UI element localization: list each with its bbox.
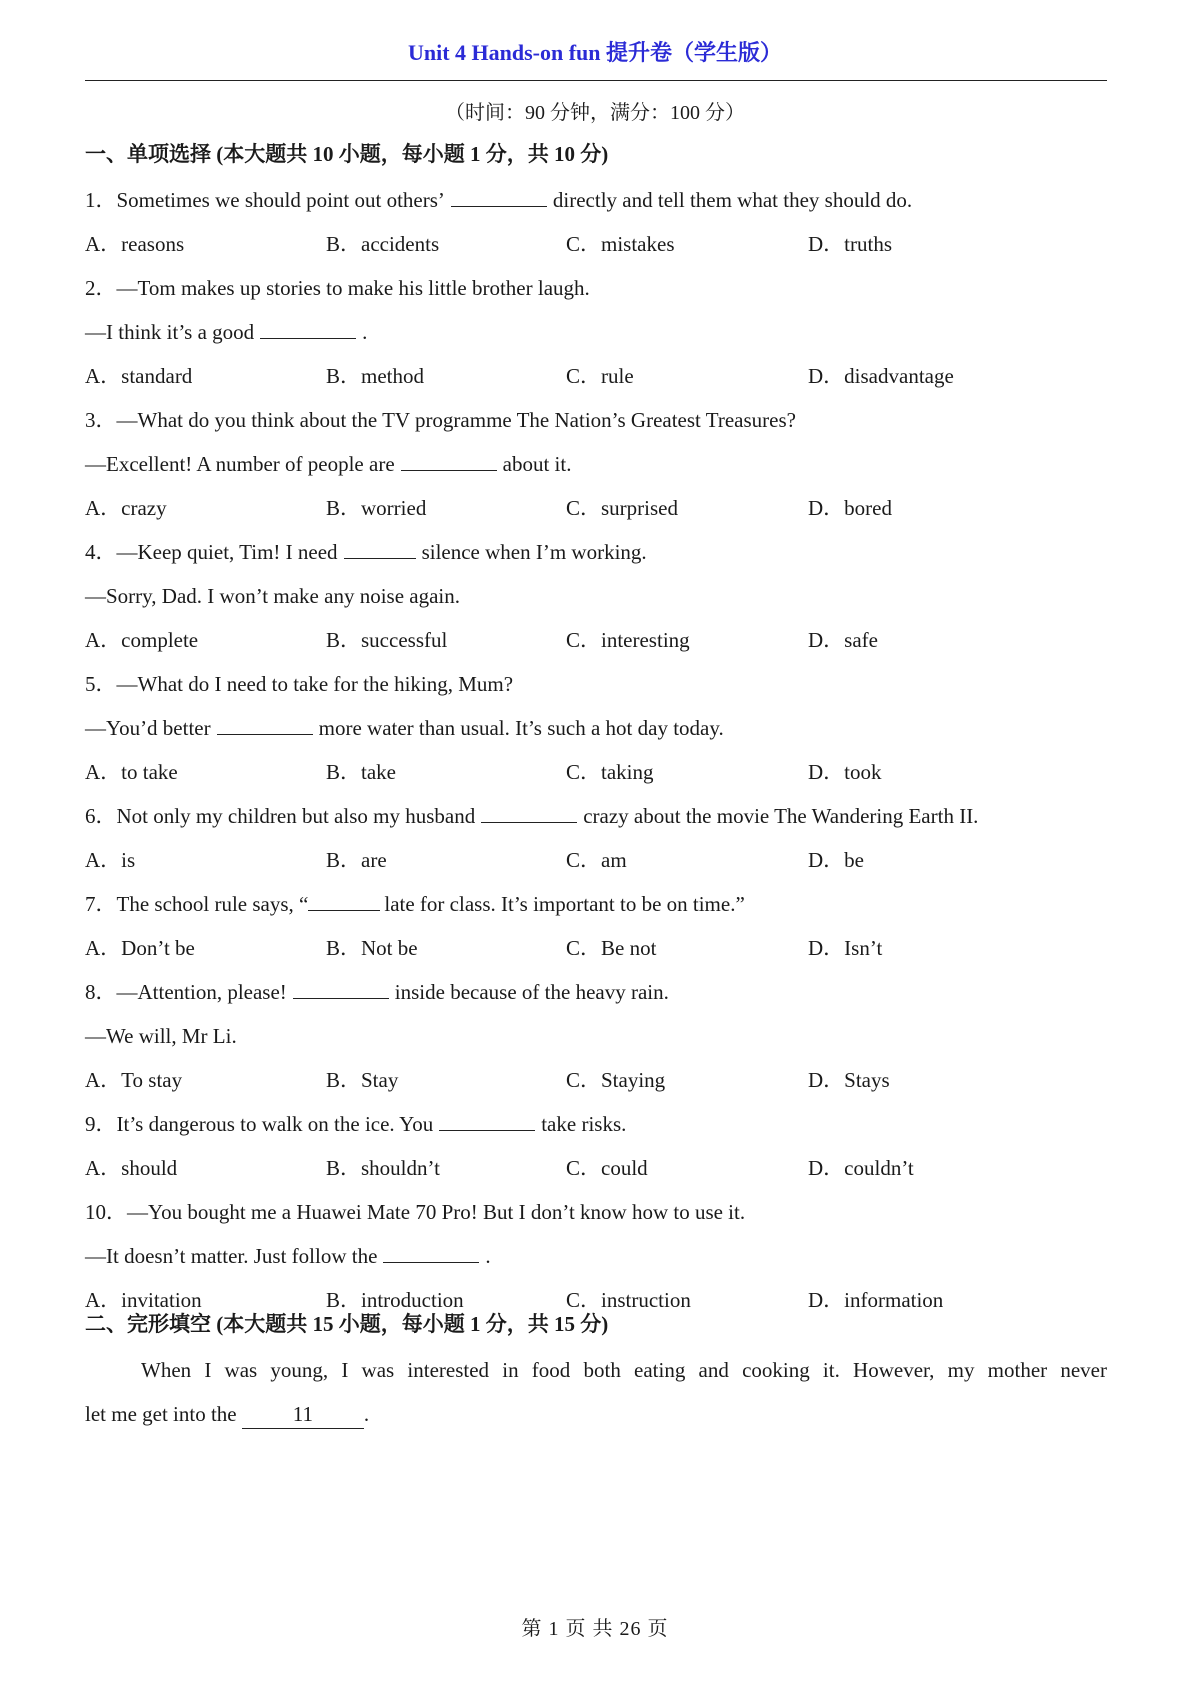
question-1-option-c: C．mistakes — [566, 232, 675, 256]
question-6-option-c: C．am — [566, 848, 627, 872]
question-text: —You’d better — [85, 716, 211, 740]
question-10-option-b: B．introduction — [326, 1288, 464, 1312]
question-2-stem-line — [85, 318, 367, 346]
cloze-paragraph-line2 — [85, 1400, 1107, 1429]
question-9-stem-line — [85, 1110, 626, 1138]
question-9-option-c: C．could — [566, 1156, 648, 1180]
question-7-stem-line — [85, 890, 745, 918]
answer-blank — [401, 452, 497, 471]
question-6-option-a: A．is — [85, 848, 136, 872]
question-text: crazy about the movie The Wandering Earth II. — [583, 804, 979, 828]
question-9-option-a: A．should — [85, 1156, 178, 1180]
section2-heading: 二、完形填空 (本大题共 15 小题，每小题 1 分，共 15 分) — [85, 1312, 609, 1336]
question-2-stem-line — [85, 274, 590, 302]
answer-blank — [383, 1244, 479, 1263]
question-2-option-c: C．rule — [566, 364, 634, 388]
question-4-stem-line — [85, 538, 647, 566]
question-10-stem-line — [85, 1242, 491, 1270]
question-text: 8．—Attention, please! — [85, 980, 287, 1004]
question-10-option-d: D．information — [808, 1288, 944, 1312]
question-10-option-a: A．invitation — [85, 1288, 202, 1312]
question-text: 3．—What do you think about the TV programme The Nation’s Greatest Treasures? — [85, 408, 796, 432]
question-text: inside because of the heavy rain. — [394, 980, 669, 1004]
question-text: —Excellent! A number of people are — [85, 452, 395, 476]
question-1-option-d: D．truths — [808, 232, 892, 256]
question-2-option-d: D．disadvantage — [808, 364, 954, 388]
answer-blank — [344, 540, 416, 559]
question-8-option-b: B．Stay — [326, 1068, 399, 1092]
question-8-option-a: A．To stay — [85, 1068, 183, 1092]
question-9-option-d: D．couldn’t — [808, 1156, 914, 1180]
question-text: directly and tell them what they should do. — [552, 188, 913, 212]
section1-heading: 一、单项选择 (本大题共 10 小题，每小题 1 分，共 10 分) — [85, 142, 609, 166]
question-5-stem-line — [85, 670, 513, 698]
page-footer: 第 1 页 共 26 页 — [521, 1618, 669, 1640]
answer-blank — [308, 892, 380, 911]
header-divider — [85, 80, 1107, 81]
question-text: —I think it’s a good — [85, 320, 255, 344]
question-6-option-b: B．are — [326, 848, 387, 872]
question-2-option-a: A．standard — [85, 364, 193, 388]
question-3-option-c: C．surprised — [566, 496, 678, 520]
question-text: —Sorry, Dad. I won’t make any noise again. — [85, 584, 460, 608]
question-3-option-b: B．worried — [326, 496, 427, 520]
question-5-option-c: C．taking — [566, 760, 654, 784]
page-title: Unit 4 Hands-on fun 提升卷（学生版） — [407, 40, 783, 65]
question-3-option-a: A．crazy — [85, 496, 167, 520]
question-text: 1．Sometimes we should point out others’ — [85, 188, 445, 212]
answer-blank — [481, 804, 577, 823]
question-4-option-a: A．complete — [85, 628, 199, 652]
question-3-option-d: D．bored — [808, 496, 892, 520]
question-text: 4．—Keep quiet, Tim! I need — [85, 540, 338, 564]
question-4-stem-line — [85, 582, 460, 610]
question-3-stem-line — [85, 406, 796, 434]
question-5-option-a: A．to take — [85, 760, 178, 784]
question-text: take risks. — [541, 1112, 627, 1136]
cloze-period: . — [363, 1402, 370, 1426]
question-1-option-a: A．reasons — [85, 232, 185, 256]
question-6-stem-line — [85, 802, 978, 830]
question-10-stem-line — [85, 1198, 745, 1226]
question-5-stem-line — [85, 714, 724, 742]
question-text: —We will, Mr Li. — [85, 1024, 237, 1048]
answer-blank — [217, 716, 313, 735]
question-10-option-c: C．instruction — [566, 1288, 691, 1312]
question-4-option-d: D．safe — [808, 628, 878, 652]
question-3-stem-line — [85, 450, 571, 478]
question-text: about it. — [502, 452, 572, 476]
cloze-blank-11: 11 — [242, 1400, 364, 1429]
question-7-option-a: A．Don’t be — [85, 936, 195, 960]
question-7-option-c: C．Be not — [566, 936, 657, 960]
question-text: late for class. It’s important to be on time.” — [384, 892, 745, 916]
question-4-option-c: C．interesting — [566, 628, 690, 652]
question-8-option-c: C．Staying — [566, 1068, 666, 1092]
question-4-option-b: B．successful — [326, 628, 448, 652]
exam-time-info: （时间：90 分钟，满分：100 分） — [445, 102, 745, 124]
question-6-option-d: D．be — [808, 848, 864, 872]
question-1-stem-line — [85, 186, 912, 214]
question-7-option-b: B．Not be — [326, 936, 418, 960]
question-text: . — [362, 320, 368, 344]
answer-blank — [260, 320, 356, 339]
question-text: 10．—You bought me a Huawei Mate 70 Pro! But I don’t know how to use it. — [85, 1200, 746, 1224]
cloze-paragraph-line1: When I was young, I was interested in food both eating and cooking it. However, my mother never — [141, 1358, 1107, 1382]
question-5-option-d: D．took — [808, 760, 882, 784]
question-text: 7．The school rule says, “ — [85, 892, 309, 916]
question-text: 9．It’s dangerous to walk on the ice. You — [85, 1112, 434, 1136]
question-7-option-d: D．Isn’t — [808, 936, 883, 960]
question-text: 6．Not only my children but also my husband — [85, 804, 476, 828]
answer-blank — [293, 980, 389, 999]
question-9-option-b: B．shouldn’t — [326, 1156, 440, 1180]
question-text: —It doesn’t matter. Just follow the — [85, 1244, 378, 1268]
question-text: 2．—Tom makes up stories to make his little brother laugh. — [85, 276, 590, 300]
answer-blank — [439, 1112, 535, 1131]
question-text: more water than usual. It’s such a hot day today. — [318, 716, 724, 740]
question-8-option-d: D．Stays — [808, 1068, 890, 1092]
question-text: silence when I’m working. — [421, 540, 647, 564]
question-text: 5．—What do I need to take for the hiking, Mum? — [85, 672, 514, 696]
answer-blank — [451, 188, 547, 207]
question-2-option-b: B．method — [326, 364, 424, 388]
question-text: . — [485, 1244, 491, 1268]
question-1-option-b: B．accidents — [326, 232, 440, 256]
cloze-text: let me get into the — [85, 1402, 237, 1426]
question-5-option-b: B．take — [326, 760, 396, 784]
question-8-stem-line — [85, 978, 669, 1006]
question-8-stem-line — [85, 1022, 237, 1050]
